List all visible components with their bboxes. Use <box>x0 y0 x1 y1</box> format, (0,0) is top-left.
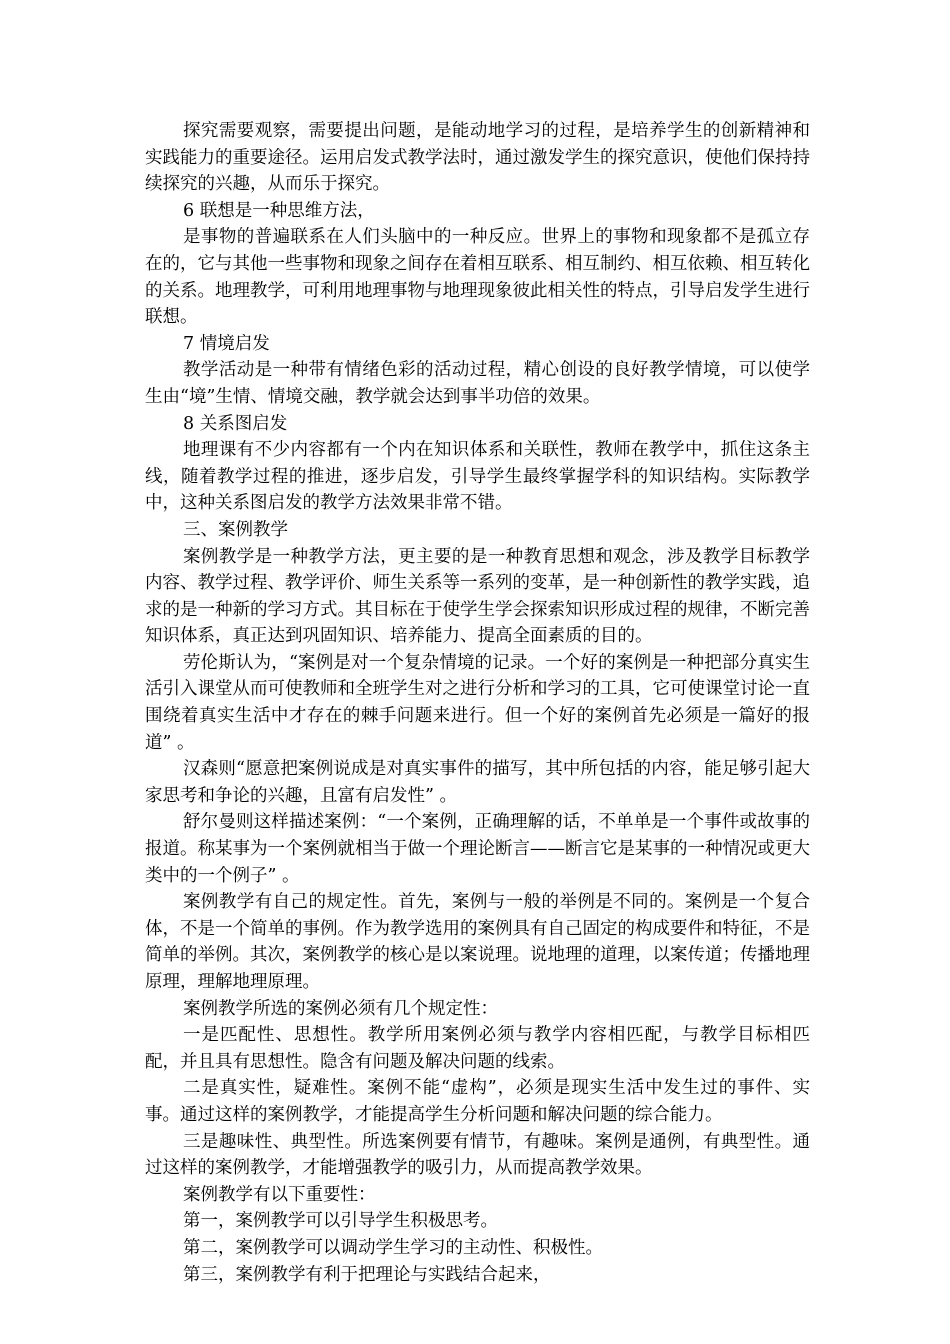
heading-situation: 7 情境启发 <box>183 333 270 354</box>
paragraph-requirement-1: 一是匹配性、思想性。教学所用案例必须与教学内容相匹配，与教学目标相匹配，并且具有思想性。隐含有问题及解决问题的线索。 <box>145 1025 810 1072</box>
paragraph-lawrence-quote: 劳伦斯认为，“案例是对一个复杂情境的记录。一个好的案例是一种把部分真实生活引入课堂从而可使教师和全班学生对之进行分析和学习的工具，它可使课堂讨论一直围绕着真实生活中才存在的棘手问题来进行。但一个好的案例首先必须是一篇好的报道” 。 <box>145 652 810 753</box>
paragraph-association: 是事物的普遍联系在人们头脑中的一种反应。世界上的事物和现象都不是孤立存在的，它与其他一些事物和现象之间存在着相互联系、相互制约、相互依赖、相互转化的关系。地理教学，可利用地理事物与地理现象彼此相关性的特点，引导启发学生进行联想。 <box>145 227 810 328</box>
paragraph-inquiry: 探究需要观察，需要提出问题，是能动地学习的过程，是培养学生的创新精神和实践能力的重要途径。运用启发式教学法时，通过激发学生的探究意识，使他们保持持续探究的兴趣，从而乐于探究。 <box>145 121 810 195</box>
section-heading-case-teaching: 三、案例教学 <box>183 519 288 540</box>
paragraph-requirement-3: 三是趣味性、典型性。所选案例要有情节，有趣味。案例是通例，有典型性。通过这样的案例教学，才能增强教学的吸引力，从而提高教学效果。 <box>145 1131 810 1179</box>
paragraph-importance-1: 第一，案例教学可以引导学生积极思考。 <box>183 1211 498 1232</box>
paragraph-case-specificity: 案例教学有自己的规定性。首先，案例与一般的举例是不同的。案例是一个复合体，不是一个简单的事例。作为教学选用的案例具有自己固定的构成要件和特征，不是简单的举例。其次，案例教学的核心是以案说理。说地理的道理，以案传道；传播地理原理，理解地理原理。 <box>145 892 810 992</box>
paragraph-importance-2: 第二，案例教学可以调动学生学习的主动性、积极性。 <box>183 1237 603 1258</box>
paragraph-shulman-quote: 舒尔曼则这样描述案例：“一个案例，正确理解的话，不单单是一个事件或故事的报道。称某事为一个案例就相当于做一个理论断言——断言它是某事的一种情况或更大类中的一个例子” 。 <box>145 812 810 886</box>
paragraph-situation: 教学活动是一种带有情绪色彩的活动过程，精心创设的良好教学情境，可以使学生由“境”生情、情境交融，教学就会达到事半功倍的效果。 <box>145 360 810 407</box>
paragraph-requirement-2: 二是真实性，疑难性。案例不能“虚构”，必须是现实生活中发生过的事件、实事。通过这样的案例教学，才能提高学生分析问题和解决问题的综合能力。 <box>145 1078 810 1125</box>
document-body <box>145 118 810 1288</box>
paragraph-relation-map: 地理课有不少内容都有一个内在知识体系和关联性，教师在教学中，抓住这条主线，随着教学过程的推进，逐步启发，引导学生最终掌握学科的知识结构。实际教学中，这种关系图启发的教学方法效果非常不错。 <box>145 440 810 514</box>
heading-relation-map: 8 关系图启发 <box>183 413 288 434</box>
paragraph-requirements-intro: 案例教学所选的案例必须有几个规定性： <box>183 998 498 1019</box>
paragraph-importance-3: 第三，案例教学有利于把理论与实践结合起来， <box>183 1264 551 1285</box>
paragraph-hansen-quote: 汉森则“愿意把案例说成是对真实事件的描写，其中所包括的内容，能足够引起大家思考和争论的兴趣，且富有启发性” 。 <box>145 759 810 806</box>
heading-association: 6 联想是一种思维方法， <box>183 200 375 221</box>
paragraph-importance-intro: 案例教学有以下重要性： <box>183 1184 376 1205</box>
paragraph-case-definition: 案例教学是一种教学方法，更主要的是一种教育思想和观念，涉及教学目标教学内容、教学过程、教学评价、师生关系等一系列的变革，是一种创新性的教学实践，追求的是一种新的学习方式。其目标在于使学生学会探索知识形成过程的规律，不断完善知识体系，真正达到巩固知识、培养能力、提高全面素质的目的。 <box>145 546 810 647</box>
